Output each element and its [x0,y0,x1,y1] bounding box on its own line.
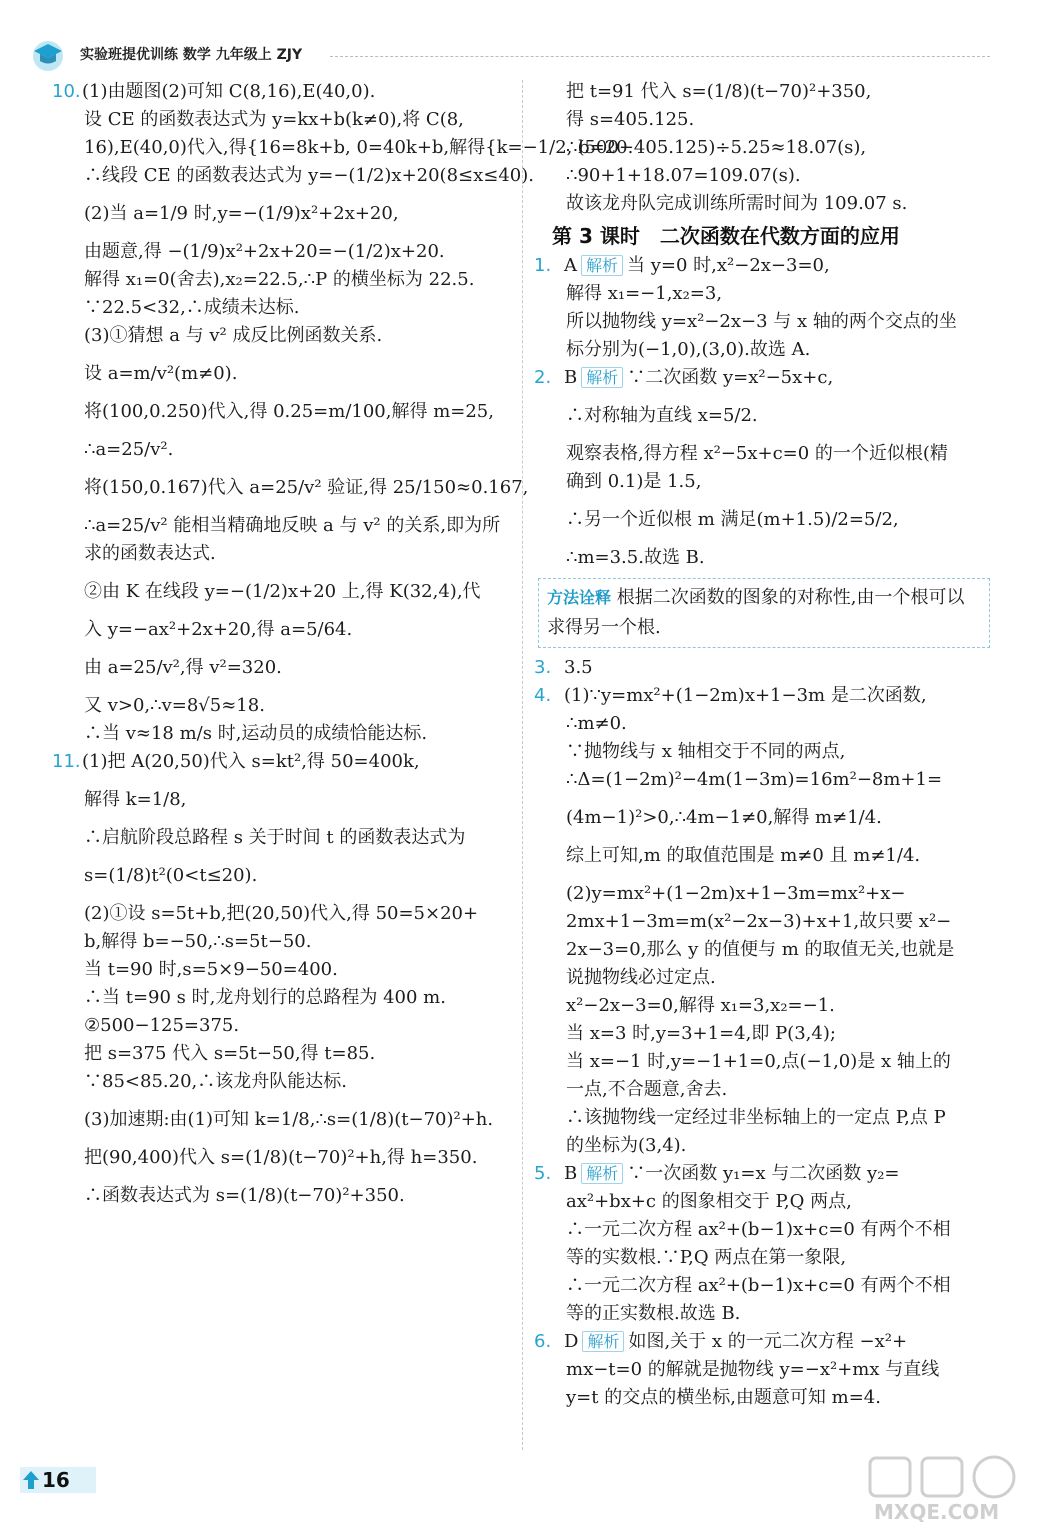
text-line [534,936,990,964]
line-text: ∴m≠0. [566,713,627,734]
text-line [534,710,990,738]
page-header [30,30,990,70]
text-line [534,440,990,468]
question-number: 11. [52,751,81,772]
question-number: 3. [534,657,552,678]
line-text: 当 t=90 时,s=5×9−50=400. [84,959,338,980]
question-number: 4. [534,685,552,706]
line-text: 将(100,0.250)代入,得 0.25=m/100,解得 m=25, [84,401,494,422]
question-number: 5. [534,1163,552,1184]
line-text: 又 v>0,∴v=8√5≈18. [84,695,265,716]
line-text: 等的实数根.∵P,Q 两点在第一象限, [566,1247,847,1268]
line-text: 2x−3=0,那么 y 的值便与 m 的取值无关,也就是 [566,939,955,960]
method-tip-label: 方法诠释 [547,588,612,607]
text-line [52,1068,514,1096]
line-text: ∵抛物线与 x 轴相交于不同的两点, [566,741,846,762]
text-line [534,654,990,682]
text-line [534,1188,990,1216]
analysis-tag: 解析 [581,367,623,388]
question-number: 2. [534,367,552,388]
text-line [52,78,514,106]
text-line [534,336,990,364]
text-line [52,540,514,568]
text-line [534,280,990,308]
text-line [52,238,514,266]
text-line [534,992,990,1020]
line-text: 一点,不合题意,舍去. [566,1079,728,1100]
text-line [52,786,514,814]
text-line [534,1272,990,1300]
line-text: ax²+bx+c 的图象相交于 P,Q 两点, [566,1191,852,1212]
line-text: ∵22.5<32,∴成绩未达标. [84,297,300,318]
text-line [534,364,990,392]
text-line [534,1048,990,1076]
text-line [52,294,514,322]
analysis-tag: 解析 [582,1331,624,1352]
book-title: 实验班提优训练 数学 九年级上 ZJY [80,47,303,63]
line-text: x²−2x−3=0,解得 x₁=3,x₂=−1. [566,995,835,1016]
line-text: 的坐标为(3,4). [566,1135,687,1156]
text-line [52,956,514,984]
up-arrow-icon [22,1470,40,1490]
line-text: ∴对称轴为直线 x=5/2. [566,405,758,426]
text-line [534,1132,990,1160]
line-text: ②500−125=375. [84,1015,240,1036]
text-line [52,928,514,956]
page-number-badge [20,1467,96,1493]
text-line [534,842,990,870]
text-line [52,824,514,852]
line-text: ∴a=25/v². [84,439,174,460]
line-text: 当 x=−1 时,y=−1+1=0,点(−1,0)是 x 轴上的 [566,1051,951,1072]
line-text: ∴(500−405.125)÷5.25≈18.07(s), [566,137,867,158]
line-text: ②由 K 在线段 y=−(1/2)x+20 上,得 K(32,4),代 [84,581,481,602]
text-line [534,252,990,280]
line-text: ∴函数表达式为 s=(1/8)(t−70)²+350. [84,1185,405,1206]
method-tip-text: 根据二次函数的图象的对称性,由一个根可以求得另一个根. [547,587,965,638]
text-line [52,578,514,606]
line-text: (2)当 a=1/9 时,y=−(1/9)x²+2x+20, [84,203,399,224]
line-text: (2)①设 s=5t+b,把(20,50)代入,得 50=5×20+ [84,903,479,924]
question-number: 1. [534,255,552,276]
line-text: 观察表格,得方程 x²−5x+c=0 的一个近似根(精 [566,443,948,464]
text-line [534,1216,990,1244]
text-line [534,804,990,832]
line-text: 把(90,400)代入 s=(1/8)(t−70)²+h,得 h=350. [84,1147,478,1168]
text-line [534,1356,990,1384]
line-text: b,解得 b=−50,∴s=5t−50. [84,931,312,952]
text-line [534,1328,990,1356]
answer-choice: B [564,1163,578,1184]
line-text: ∴Δ=(1−2m)²−4m(1−3m)=16m²−8m+1= [566,769,943,790]
header-rule [330,56,990,57]
text-line [534,402,990,430]
text-line [534,190,990,218]
line-text: 确到 0.1)是 1.5, [566,471,702,492]
answer-choice: B [564,367,578,388]
text-line [52,900,514,928]
text-line [534,544,990,572]
line-text: ∵一次函数 y₁=x 与二次函数 y₂= [627,1163,900,1184]
text-line [534,134,990,162]
text-line [534,766,990,794]
line-text: (1)∵y=mx²+(1−2m)x+1−3m 是二次函数, [564,685,927,706]
text-line [52,862,514,890]
line-text: 当 y=0 时,x²−2x−3=0, [627,255,830,276]
text-line [52,162,534,190]
line-text: (2)y=mx²+(1−2m)x+1−3m=mx²+x− [566,883,906,904]
line-text: (1)把 A(20,50)代入 s=kt²,得 50=400k, [82,751,420,772]
graduation-cap-icon [30,36,66,72]
line-text: 解得 x₁=0(舍去),x₂=22.5,∴P 的横坐标为 22.5. [84,269,475,290]
text-line [534,964,990,992]
text-line [534,1300,990,1328]
line-text: ∵85<85.20,∴该龙舟队能达标. [84,1071,347,1092]
line-text: 求的函数表达式. [84,543,216,564]
line-text: 3.5 [564,657,593,678]
line-text: mx−t=0 的解就是抛物线 y=−x²+mx 与直线 [566,1359,940,1380]
watermark-logo [860,1452,1030,1502]
line-text: 设 CE 的函数表达式为 y=kx+b(k≠0),将 C(8, [84,109,464,130]
line-text: (4m−1)²>0,∴4m−1≠0,解得 m≠1/4. [566,807,882,828]
question-number: 10. [52,81,81,102]
line-text: 如图,关于 x 的一元二次方程 −x²+ [628,1331,908,1352]
analysis-tag: 解析 [581,255,623,276]
text-line [52,616,514,644]
line-text: 把 s=375 代入 s=5t−50,得 t=85. [84,1043,376,1064]
line-text: 由 a=25/v²,得 v²=320. [84,657,282,678]
right-column-continuation [534,78,990,218]
text-line [52,474,529,502]
text-line [534,1076,990,1104]
lesson-answers-continued [534,654,990,1412]
right-column [534,78,990,1412]
page-number: 16 [42,1468,70,1492]
text-line [534,106,990,134]
analysis-tag: 解析 [581,1163,623,1184]
line-text: 当 x=3 时,y=3+1=4,即 P(3,4); [566,1023,836,1044]
text-line [534,1020,990,1048]
lesson-title: 第 3 课时 二次函数在代数方面的应用 [552,224,900,248]
text-line [534,162,990,190]
text-line [534,1160,990,1188]
text-line [534,308,990,336]
text-line [534,682,990,710]
text-line [534,880,990,908]
text-line [52,398,514,426]
line-text: ∴m=3.5.故选 B. [566,547,705,568]
line-text: 综上可知,m 的取值范围是 m≠0 且 m≠1/4. [566,845,921,866]
text-line [52,692,514,720]
text-line [52,436,514,464]
line-text: 设 a=m/v²(m≠0). [84,363,238,384]
method-tip-box [538,578,990,648]
text-line [52,360,514,388]
line-text: s=(1/8)t²(0<t≤20). [84,865,258,886]
line-text: ∵二次函数 y=x²−5x+c, [627,367,834,388]
watermark [860,1452,1040,1532]
line-text: ∴当 v≈18 m/s 时,运动员的成绩恰能达标. [84,723,428,744]
text-line [52,1040,514,1068]
line-text: ∴一元二次方程 ax²+(b−1)x+c=0 有两个不相 [566,1275,951,1296]
text-line [534,468,990,496]
line-text: ∴a=25/v² 能相当精确地反映 a 与 v² 的关系,即为所 [84,515,501,536]
text-line [52,1012,514,1040]
watermark-text: MXQE.COM [874,1500,1000,1524]
text-line [52,1106,514,1134]
text-line [534,1104,990,1132]
line-text: ∴线段 CE 的函数表达式为 y=−(1/2)x+20(8≤x≤40). [84,165,534,186]
text-line [52,654,514,682]
answer-choice: D [564,1331,579,1352]
line-text: 解得 x₁=−1,x₂=3, [566,283,723,304]
text-line [534,1244,990,1272]
text-line [52,748,514,776]
line-text: ∴该抛物线一定经过非坐标轴上的一定点 P,点 P [566,1107,946,1128]
text-line [534,506,990,534]
line-text: 故该龙舟队完成训练所需时间为 109.07 s. [566,193,908,214]
column-divider [522,80,523,1450]
line-text: 标分别为(−1,0),(3,0).故选 A. [566,339,811,360]
text-line [52,1144,514,1172]
text-line [534,908,990,936]
text-line [52,984,514,1012]
line-text: ∴一元二次方程 ax²+(b−1)x+c=0 有两个不相 [566,1219,951,1240]
line-text: 将(150,0.167)代入 a=25/v² 验证,得 25/150≈0.167, [84,477,529,498]
line-text: ∴启航阶段总路程 s 关于时间 t 的函数表达式为 [84,827,466,848]
text-line [52,322,514,350]
line-text: ∴另一个近似根 m 满足(m+1.5)/2=5/2, [566,509,899,530]
text-line [534,1384,990,1412]
line-text: (3)①猜想 a 与 v² 成反比例函数关系. [84,325,383,346]
line-text: 得 s=405.125. [566,109,695,130]
text-line [534,738,990,766]
line-text: (1)由题图(2)可知 C(8,16),E(40,0). [82,81,376,102]
text-line [52,512,514,540]
line-text: ∴当 t=90 s 时,龙舟划行的总路程为 400 m. [84,987,446,1008]
answer-choice: A [564,255,577,276]
line-text: 说抛物线必过定点. [566,967,716,988]
line-text: (3)加速期:由(1)可知 k=1/8,∴s=(1/8)(t−70)²+h. [84,1109,494,1130]
line-text: 解得 k=1/8, [84,789,187,810]
line-text: 入 y=−ax²+2x+20,得 a=5/64. [84,619,353,640]
text-line [52,106,514,134]
text-line [52,200,514,228]
line-text: 由题意,得 −(1/9)x²+2x+20=−(1/2)x+20. [84,241,445,262]
text-line [52,266,514,294]
line-text: 16),E(40,0)代入,得{16=8k+b, 0=40k+b,解得{k=−1/2, b=20. [84,137,634,158]
text-line [52,1182,514,1210]
line-text: 2mx+1−3m=m(x²−2x−3)+x+1,故只要 x²− [566,911,952,932]
question-number: 6. [534,1331,552,1352]
text-line [52,720,514,748]
line-text: 把 t=91 代入 s=(1/8)(t−70)²+350, [566,81,872,102]
text-line [52,134,634,162]
lesson-answers [534,252,990,572]
line-text: 所以抛物线 y=x²−2x−3 与 x 轴的两个交点的坐 [566,311,957,332]
line-text: y=t 的交点的横坐标,由题意可知 m=4. [566,1387,881,1408]
line-text: ∴90+1+18.07=109.07(s). [566,165,801,186]
line-text: 等的正实数根.故选 B. [566,1303,741,1324]
text-line [534,78,990,106]
